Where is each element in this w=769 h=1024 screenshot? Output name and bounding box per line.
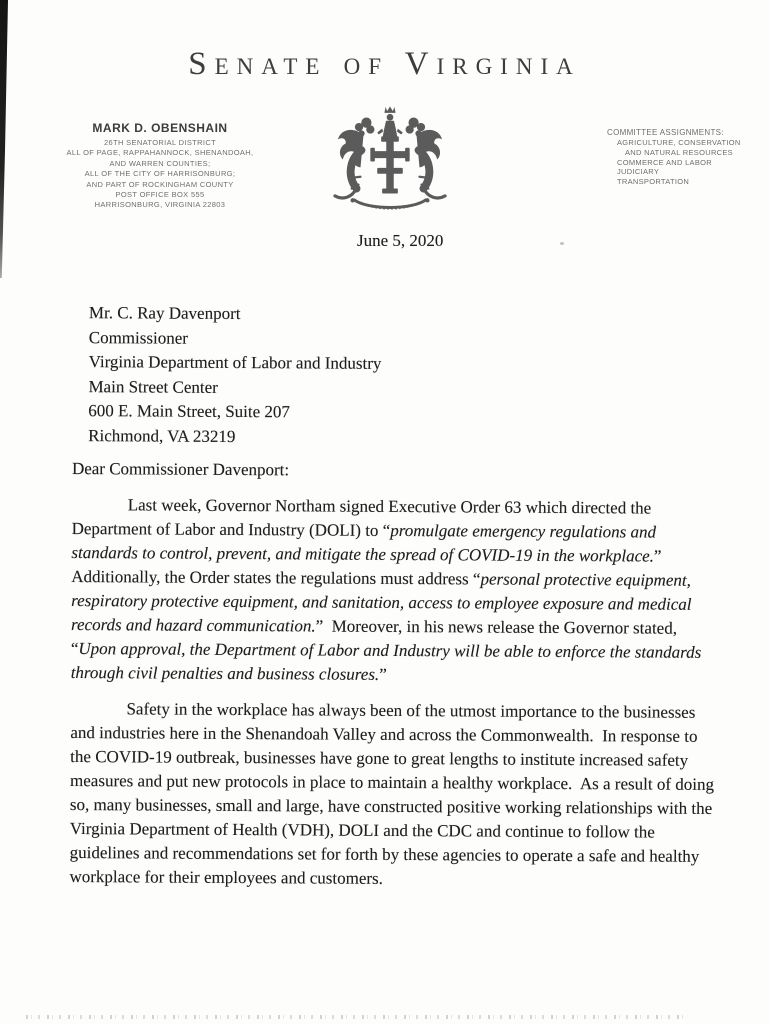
sender-name: MARK D. OBENSHAIN: [92, 121, 228, 135]
scan-speck: [560, 242, 564, 245]
body-paragraph: Safety in the workplace has always been of the utmost importance to the businesses and industries here in the Shenandoah Valley and across the Commonwealth. In response to the COVID-19 outbreak, businesses have gone to great lengths to institute increased safety measures and put new protocols in place to maintain a healthy workplace. As a result of doing so, many businesses, small and large, have constructed positive working relationships with the Virginia Department of Health (VDH), DOLI and the CDC and continue to follow the guidelines and recommendations set for forth by these agencies to operate a safe and healthy workplace for their employees and customers.: [69, 699, 719, 888]
recipient-block: [88, 301, 721, 452]
recipient-line: Mr. C. Ray Davenport: [88, 303, 241, 324]
committee-item: TRANSPORTATION: [617, 177, 690, 187]
recipient-line: Commissioner: [88, 327, 189, 348]
sender-block: [28, 121, 292, 211]
letterhead-title: Senate of Virginia: [188, 46, 581, 82]
sender-detail-line: ALL OF THE CITY OF HARRISONBURG;: [84, 169, 236, 179]
sender-detail-line: HARRISONBURG, VIRGINIA 22803: [94, 200, 226, 210]
sender-detail-line: 26TH SENATORIAL DISTRICT: [103, 138, 217, 147]
scan-edge-artifact: [0, 0, 8, 278]
recipient-line: Main Street Center: [88, 376, 218, 397]
committee-heading: COMMITTEE ASSIGNMENTS:: [607, 128, 724, 137]
committee-item: JUDICIARY: [617, 167, 660, 177]
sender-detail-line: POST OFFICE BOX 555: [115, 190, 205, 200]
committee-assignments-block: [607, 127, 759, 187]
committee-item: COMMERCE AND LABOR: [617, 157, 712, 167]
recipient-line: Virginia Department of Labor and Industry: [88, 352, 382, 373]
sender-detail-line: ALL OF PAGE, RAPPAHANNOCK, SHENANDOAH,: [66, 148, 254, 158]
cut-off-text-artifact: [26, 1015, 686, 1019]
recipient-line: Richmond, VA 23219: [88, 425, 236, 446]
letter-body: [69, 301, 721, 893]
sender-detail-line: AND PART OF ROCKINGHAM COUNTY: [86, 179, 234, 189]
sender-detail-line: AND WARREN COUNTIES;: [109, 158, 211, 168]
letter-date: June 5, 2020: [357, 231, 444, 250]
senate-crest-icon: [331, 101, 449, 223]
body-paragraph: Last week, Governor Northam signed Executive Order 63 which directed the Department of Labor and Industry (DOLI) to “promulgate emergency regulations and standards to control, prevent, and mitigate the spread of COVID-19 in the workplace.” Additionally, the Order states the regulations must address “personal protective equipment, respiratory protective equipment, and sanitation, access to employee exposure and medical records and hazard communication.” Moreover, in his news release the Governor stated, “Upon approval, the Department of Labor and Industry will be able to enforce the standards through civil penalties and business closures.”: [70, 495, 706, 684]
recipient-line: 600 E. Main Street, Suite 207: [88, 401, 291, 422]
salutation: Dear Commissioner Davenport:: [71, 458, 290, 480]
committee-item: AGRICULTURE, CONSERVATION AND NATURAL RESOURCES: [617, 138, 741, 157]
